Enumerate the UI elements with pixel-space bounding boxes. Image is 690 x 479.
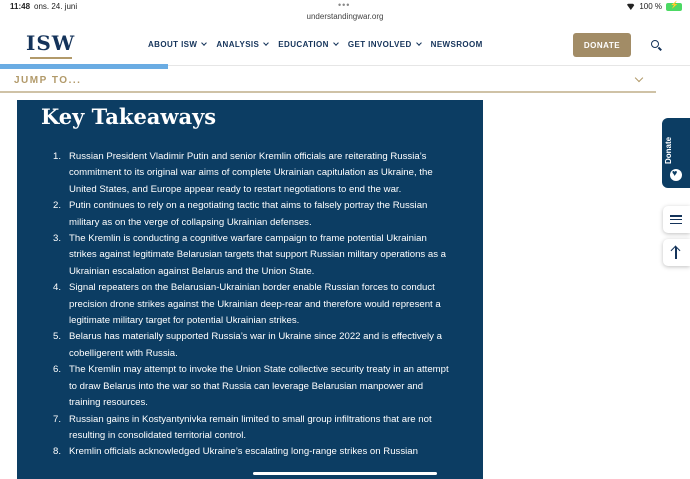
nav-education[interactable]: EDUCATION (278, 40, 338, 49)
chevron-down-icon (635, 74, 643, 82)
logo-underline (30, 57, 72, 59)
logo-text: ISW (26, 31, 76, 55)
list-item: 4. Signal repeaters on the Belarusian-Ukrainian border enable Russian forces to conduct precision drone strikes against the Ukrainian deep-rear and therefore would represent a legitimate military target for potential Ukrainian strikes. (53, 282, 441, 327)
scroll-to-top-button[interactable] (663, 239, 690, 266)
list-item: 8. Kremlin officials acknowledged Ukraine’s escalating long-range strikes on Russian (53, 446, 418, 458)
status-right (626, 2, 682, 11)
home-indicator[interactable] (253, 472, 437, 475)
arrow-up-icon (671, 246, 681, 260)
nav-newsroom[interactable]: NEWSROOM (430, 40, 483, 49)
address-bar[interactable]: understandingwar.org (306, 12, 384, 21)
search-icon[interactable] (651, 40, 659, 48)
nav-analysis[interactable]: ANALYSIS (216, 40, 268, 49)
side-donate-tab[interactable] (662, 118, 690, 188)
multitask-dots-icon[interactable]: ••• (338, 0, 351, 10)
heart-icon (670, 169, 682, 181)
table-of-contents-button[interactable] (663, 206, 690, 233)
key-takeaways-title: Key Takeaways (41, 104, 217, 129)
site-header (0, 24, 690, 66)
wifi-icon (626, 3, 635, 10)
chevron-down-icon (333, 40, 339, 46)
list-item: 3. The Kremlin is conducting a cognitive warfare campaign to frame potential Ukrainian strikes against legitimate Belarusian targets that support Russian military operations as a Ukrainian escalation against Belarus and the Union State. (53, 233, 447, 277)
takeaways-list (53, 149, 457, 461)
list-icon (670, 215, 682, 225)
list-item: 1. Russian President Vladimir Putin and senior Kremlin officials are reiterating Russia’s commitment to its original war aims of complete Ukrainian capitulation as Ukraine, the United States, and Europe appear ready to restart negotiations to end the war. (53, 151, 433, 195)
status-date: ons. 24. juni (34, 2, 78, 11)
battery-percent: 100 % (639, 2, 662, 11)
chevron-down-icon (263, 40, 269, 46)
nav-about[interactable]: ABOUT ISW (148, 40, 206, 49)
donate-button[interactable]: DONATE (573, 33, 631, 57)
chevron-down-icon (416, 40, 422, 46)
list-item: 7. Russian gains in Kostyantynivka remain limited to small group infiltrations that are not resulting in consolidated territorial control. (53, 413, 432, 441)
chevron-down-icon (202, 40, 208, 46)
main-nav (148, 40, 483, 49)
key-takeaways-panel (17, 100, 483, 479)
battery-icon (666, 3, 682, 11)
list-item: 6. The Kremlin may attempt to invoke the Union State collective security treaty in an attempt to draw Belarus into the war so that Russia can leverage Belarusian manpower and training resources. (53, 364, 449, 409)
jump-to-label: JUMP TO... (14, 75, 82, 86)
jump-to-dropdown[interactable] (0, 69, 656, 93)
side-donate-label: Donate (664, 136, 673, 164)
list-item: 5. Belarus has materially supported Russia’s war in Ukraine since 2022 and is effectively a cobelligerent with Russia. (53, 331, 442, 359)
list-item: 2. Putin continues to rely on a negotiating tactic that aims to falsely portray the Russian military as on the verge of collapsing Ukrainian defenses. (53, 200, 428, 228)
nav-get-involved[interactable]: GET INVOLVED (348, 40, 421, 49)
isw-logo[interactable] (26, 31, 74, 61)
status-time: 11:48 (10, 2, 31, 11)
